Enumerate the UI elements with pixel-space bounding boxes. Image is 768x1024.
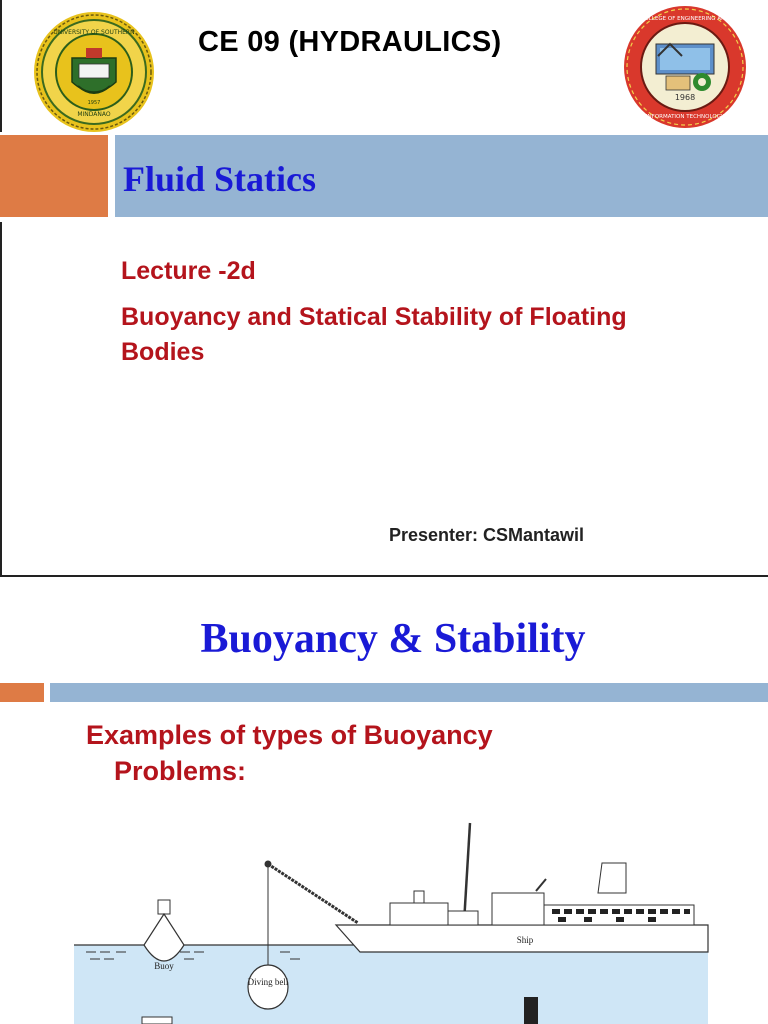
ship-figure [336, 823, 708, 952]
diving-bell-label: Diving bell [247, 977, 289, 987]
university-seal-logo [32, 10, 156, 134]
heading-line-1: Examples of types of Buoyancy [86, 720, 493, 750]
title-accent-block [0, 135, 108, 217]
college-seal-logo [622, 4, 748, 130]
svg-text:COLLEGE OF ENGINEERING AND: COLLEGE OF ENGINEERING AND [640, 16, 730, 22]
lecture-number: Lecture -2d [121, 257, 256, 285]
presenter-credit: Presenter: CSMantawil [389, 525, 585, 545]
buoyancy-diagram [60, 807, 720, 1024]
ship-label: Ship [516, 935, 534, 945]
course-title: CE 09 (HYDRAULICS) [198, 26, 502, 58]
svg-text:1957: 1957 [87, 100, 101, 106]
slide-border-left-bottom [0, 222, 2, 577]
buoy-label: Buoy [154, 961, 174, 971]
slide-title: Buoyancy & Stability [200, 616, 586, 662]
svg-text:MINDANAO: MINDANAO [77, 111, 111, 118]
heading-line-2: Problems: [114, 756, 247, 786]
svg-text:1968: 1968 [674, 93, 696, 102]
submarine-tower [524, 997, 538, 1024]
buoyancy-slide [0, 577, 768, 1024]
slide-border-left-top [0, 0, 2, 132]
svg-text:INFORMATION TECHNOLOGY: INFORMATION TECHNOLOGY [645, 114, 725, 120]
title-band [50, 683, 768, 702]
title-accent-block [0, 683, 44, 702]
diving-bell-figure [248, 965, 289, 1009]
svg-text:UNIVERSITY OF SOUTHERN: UNIVERSITY OF SOUTHERN [53, 29, 135, 36]
lecture-subtitle: Buoyancy and Statical Stability of Floating Bodies [121, 303, 627, 366]
slide-heading [86, 717, 606, 789]
section-title: Fluid Statics [123, 159, 317, 199]
